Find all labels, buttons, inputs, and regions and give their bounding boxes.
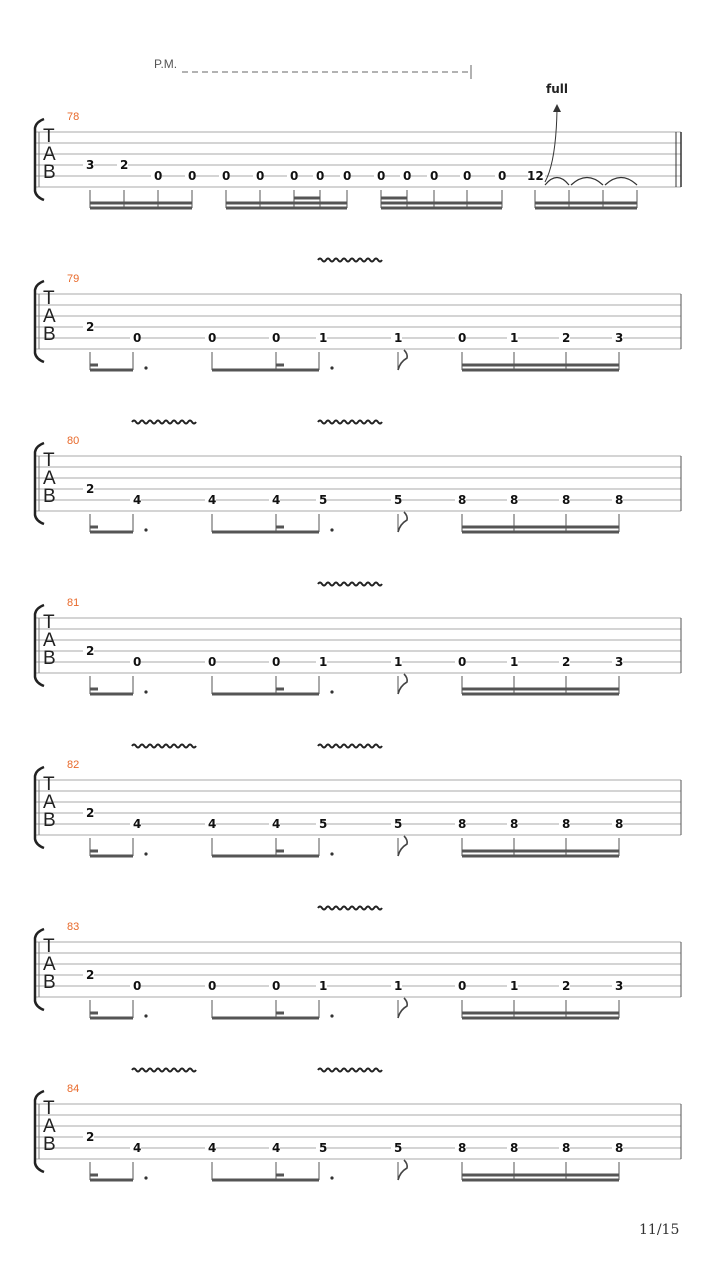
fret-number: 0: [458, 655, 467, 669]
vibrato-mark: [318, 259, 382, 262]
fret-number: 8: [510, 493, 519, 507]
fret-number: 0: [272, 655, 281, 669]
note-flag: [398, 998, 407, 1018]
tab-letter-a: A: [43, 954, 56, 975]
tab-letter-b: B: [43, 648, 56, 669]
fret-number: 8: [510, 817, 519, 831]
bend-curve: [545, 110, 557, 182]
fret-number: 5: [394, 493, 403, 507]
fret-number: 8: [562, 1141, 571, 1155]
fret-number: 0: [290, 169, 299, 183]
measure-number: 84: [67, 1083, 80, 1095]
fret-number: 2: [120, 158, 129, 172]
note-flag: [398, 674, 407, 694]
tab-letter-t: T: [43, 936, 55, 957]
fret-number: 5: [394, 1141, 403, 1155]
tab-letter-b: B: [43, 972, 56, 993]
fret-number: 2: [86, 968, 95, 982]
fret-number: 1: [510, 331, 519, 345]
fret-number: 2: [562, 979, 571, 993]
fret-number: 2: [86, 1130, 95, 1144]
fret-number: 3: [615, 331, 624, 345]
vibrato-mark: [318, 745, 382, 748]
rhythm-dot: [144, 852, 147, 855]
page-number: 11/15: [639, 1222, 680, 1238]
tab-letter-t: T: [43, 612, 55, 633]
tab-letter-t: T: [43, 774, 55, 795]
tab-letter-t: T: [43, 126, 55, 147]
vibrato-mark: [318, 421, 382, 424]
fret-number: 4: [272, 493, 281, 507]
fret-number: 4: [208, 1141, 217, 1155]
fret-number: 2: [86, 806, 95, 820]
tab-letter-a: A: [43, 144, 56, 165]
vibrato-mark: [132, 421, 196, 424]
measure-number: 79: [67, 273, 80, 285]
tie-arc: [571, 178, 603, 186]
fret-number: 1: [394, 655, 403, 669]
fret-number: 8: [458, 1141, 467, 1155]
fret-number: 0: [272, 979, 281, 993]
fret-number: 8: [615, 817, 624, 831]
tab-letter-a: A: [43, 306, 56, 327]
fret-number: 0: [208, 655, 217, 669]
palm-mute-label: P.M.: [154, 57, 178, 71]
fret-number: 4: [208, 817, 217, 831]
fret-number: 2: [562, 655, 571, 669]
fret-number: 5: [319, 493, 328, 507]
fret-number: 1: [394, 979, 403, 993]
fret-number: 1: [319, 331, 328, 345]
fret-number: 0: [463, 169, 472, 183]
fret-number: 0: [222, 169, 231, 183]
fret-number: 2: [562, 331, 571, 345]
fret-number: 0: [430, 169, 439, 183]
note-flag: [398, 350, 407, 370]
fret-number: 2: [86, 644, 95, 658]
fret-number: 0: [458, 979, 467, 993]
tab-letter-a: A: [43, 630, 56, 651]
vibrato-mark: [132, 1069, 196, 1072]
rhythm-dot: [330, 366, 333, 369]
tab-system: [35, 259, 681, 371]
fret-number: 3: [615, 979, 624, 993]
rhythm-dot: [330, 1176, 333, 1179]
rhythm-dot: [144, 690, 147, 693]
fret-number: 1: [394, 331, 403, 345]
measure-number: 83: [67, 921, 80, 933]
fret-number: 4: [272, 1141, 281, 1155]
tab-system: [35, 1069, 681, 1181]
vibrato-mark: [132, 745, 196, 748]
fret-number: 8: [458, 817, 467, 831]
fret-number: 4: [272, 817, 281, 831]
measure-number: 80: [67, 435, 80, 447]
fret-number: 8: [562, 493, 571, 507]
fret-number: 0: [343, 169, 352, 183]
tab-letter-b: B: [43, 1134, 56, 1155]
bend-label: full: [546, 82, 568, 96]
tab-letter-t: T: [43, 1098, 55, 1119]
fret-number: 12: [527, 169, 544, 183]
fret-number: 8: [510, 1141, 519, 1155]
fret-number: 4: [133, 817, 142, 831]
vibrato-mark: [318, 583, 382, 586]
tab-letter-b: B: [43, 324, 56, 345]
fret-number: 8: [615, 493, 624, 507]
fret-number: 0: [458, 331, 467, 345]
tab-letter-b: B: [43, 486, 56, 507]
tab-system: [35, 583, 681, 695]
note-flag: [398, 1160, 407, 1180]
fret-number: 8: [615, 1141, 624, 1155]
fret-number: 5: [319, 1141, 328, 1155]
fret-number: 0: [272, 331, 281, 345]
fret-number: 4: [208, 493, 217, 507]
fret-number: 8: [458, 493, 467, 507]
fret-number: 0: [133, 331, 142, 345]
rhythm-dot: [330, 528, 333, 531]
fret-number: 0: [133, 655, 142, 669]
rhythm-dot: [144, 366, 147, 369]
fret-number: 1: [319, 979, 328, 993]
tab-letter-a: A: [43, 792, 56, 813]
fret-number: 1: [510, 979, 519, 993]
tab-letter-b: B: [43, 810, 56, 831]
fret-number: 0: [208, 331, 217, 345]
bend-arrow-icon: [553, 104, 561, 112]
note-flag: [398, 512, 407, 532]
fret-number: 3: [86, 158, 95, 172]
fret-number: 1: [510, 655, 519, 669]
tab-letter-t: T: [43, 450, 55, 471]
fret-number: 2: [86, 320, 95, 334]
rhythm-dot: [144, 528, 147, 531]
rhythm-dot: [330, 1014, 333, 1017]
fret-number: 0: [498, 169, 507, 183]
tab-letter-a: A: [43, 468, 56, 489]
tie-arc: [605, 178, 637, 186]
vibrato-mark: [318, 1069, 382, 1072]
vibrato-mark: [318, 907, 382, 910]
note-flag: [398, 836, 407, 856]
fret-number: 8: [562, 817, 571, 831]
tab-letter-t: T: [43, 288, 55, 309]
rhythm-dot: [144, 1176, 147, 1179]
tab-system: [35, 421, 681, 533]
tab-system: [35, 104, 681, 208]
fret-number: 3: [615, 655, 624, 669]
fret-number: 0: [133, 979, 142, 993]
tab-letter-a: A: [43, 1116, 56, 1137]
fret-number: 4: [133, 493, 142, 507]
fret-number: 0: [188, 169, 197, 183]
measure-number: 78: [67, 111, 80, 123]
fret-number: 1: [319, 655, 328, 669]
fret-number: 4: [133, 1141, 142, 1155]
measure-number: 82: [67, 759, 80, 771]
fret-number: 5: [319, 817, 328, 831]
rhythm-dot: [330, 852, 333, 855]
fret-number: 0: [377, 169, 386, 183]
fret-number: 2: [86, 482, 95, 496]
fret-number: 0: [316, 169, 325, 183]
tab-system: [35, 907, 681, 1019]
rhythm-dot: [330, 690, 333, 693]
fret-number: 0: [208, 979, 217, 993]
tie-arc: [545, 178, 569, 186]
fret-number: 0: [403, 169, 412, 183]
tab-letter-b: B: [43, 162, 56, 183]
fret-number: 0: [154, 169, 163, 183]
fret-number: 0: [256, 169, 265, 183]
fret-number: 5: [394, 817, 403, 831]
tab-system: [35, 745, 681, 857]
rhythm-dot: [144, 1014, 147, 1017]
measure-number: 81: [67, 597, 80, 609]
